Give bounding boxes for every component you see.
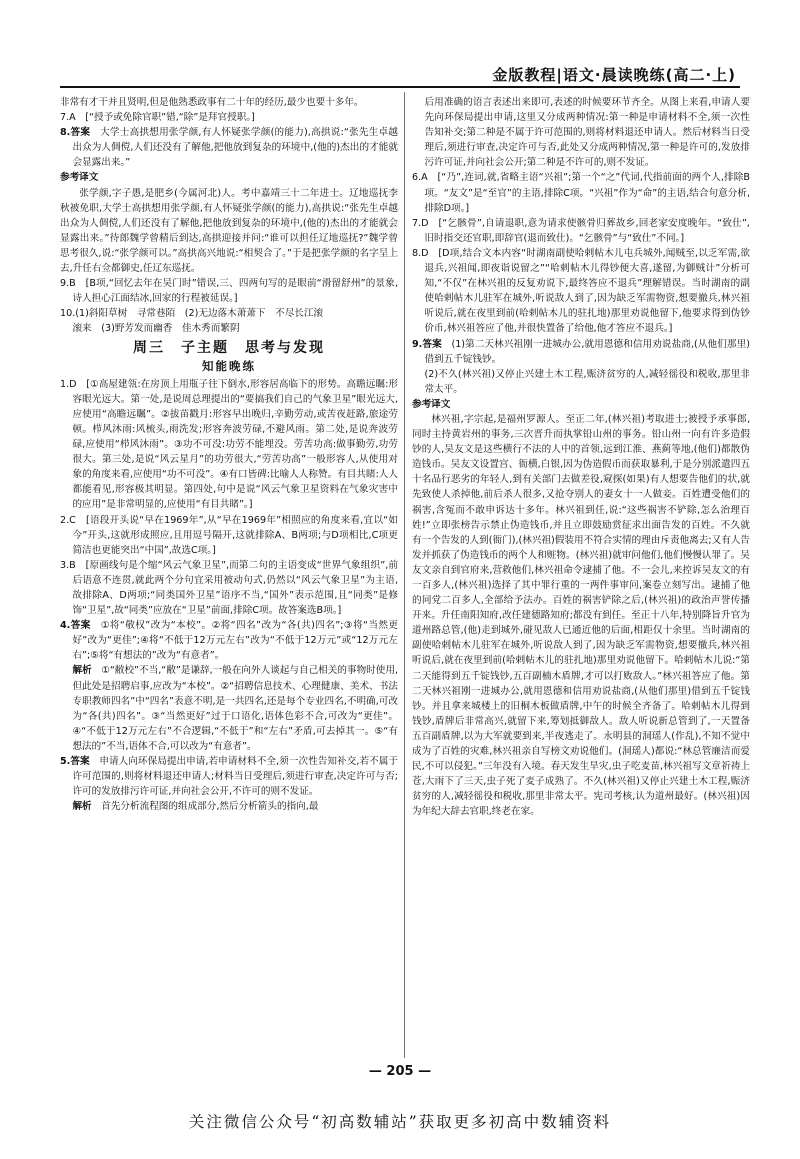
answer-8-text: 大学士高拱想用张学颜,有人怀疑张学颜(的能力),高拱说:“张先生卓越出众为人倜傥,人们还没有了解他,把他放到复杂的环境中,(他的)杰出的才能就会显露出来。” bbox=[72, 127, 398, 169]
answer-9: 9.B [B项,“回忆去年在吴门时”错误,三、四两句写的是眼前“滑留舒州”的景象,诗人担心江面结冰,回家的行程被延误。] bbox=[60, 278, 398, 305]
question-5-analysis-continued: 后用准确的语言表述出来即可,表述的时候要环节齐全。从图上来看,申请人要先向环保局提出申请,这里又分成两种情况:第一种是申请材料不全,须一次性告知补交;第二种是不属于许可范围的,则将材料退还申请人。然后材料当日受理后,须进行审查,决定许可与否,此处又分成两种情况,第一种是许可的,发放排污许可证,并向社会公开;第二种是不许可的,则不发证。 bbox=[424, 97, 750, 169]
question-2-answer: 2.C [语段开头说“早在1969年”,从“早在1969年”相照应的角度来看,宜以“如今”开头,这就形成照应,且用逗号隔开,这就排除A、B两项;与D项相比,C项更简洁也更能突出“中国”,故选C项。] bbox=[60, 514, 398, 556]
question-7-answer: 7.D [“乞骸骨”,自请退职,意为请求使骸骨归葬故乡,回老家安度晚年。“致仕”,旧时指交还官职,即辞官(退而致仕)。“乞骸骨”与“致仕”不同。] bbox=[412, 217, 750, 244]
subsection-title: 知能晚练 bbox=[202, 358, 256, 373]
section-title: 周三 子主题 思考与发现 bbox=[133, 339, 325, 356]
answer-8 bbox=[60, 125, 398, 170]
answer-label: 8.答案 bbox=[60, 127, 91, 139]
column-divider bbox=[404, 92, 405, 1058]
question-4-answer bbox=[60, 618, 398, 663]
footer-note: 关注微信公众号“初高数辅站”获取更多初高中数辅资料 bbox=[188, 1113, 612, 1131]
continuation-text: 非常有才干并且贤明,但是他熟悉政事有二十年的经历,最少也要十多年。 bbox=[60, 97, 364, 108]
question-1-answer: 1.D [①高屋建瓴:在房顶上用瓶子往下倒水,形容居高临下的形势。高瞻远瞩:形容眼光远大。第一处,是说周总理提出的“要搞我们自己的气象卫星”眼光远大,应使用“高瞻远瞩”。②拔苗戳月:形容早出晚归,辛勤劳动,或苦夜赶路,旅途劳顿。栉风沐雨:风梳头,雨洗发;形容奔波劳碌,不避风雨。第二处,是说奔波劳碌,应使用“栉风沐雨”。③功不可没:功劳不能埋没。劳苦功高:做事勤劳,功劳很大。第三处,是说“风云星月”的功劳很大,“劳苦功高”一般形容人,从使用对象的角度来看,应使用“功不可没”。④有口皆碑:比喻人人称赞。有目共睹:人人都能看见,形容极其明显。第四处,句中是说“风云气象卫星资料在气象灾害中的应用”是非常明显的,应使用“有目共睹”。] bbox=[60, 378, 398, 511]
left-column bbox=[60, 95, 398, 814]
reference-translation-1: 张学颜,字子愚,是肥乡(今属河北)人。考中嘉靖三十二年进士。辽地巡抚李秋被免职,大学士高拱想用张学颜,有人怀疑张学颜(的能力),高拱说:“张先生卓越出众为人倜傥,人们还没有了解他,把他放到复杂的环境中,(他的)杰出的才能就会显露出来。”待郎魏学曾精后到达,高拱迎接并问:“谁可以担任辽地巡抚?”魏学曾思考很久,说:“张学颜可以。”高拱高兴地说:“相契合了。”于是把张学颜的名字呈上去,升任右佥都御史,任辽东巡抚。 bbox=[60, 187, 398, 275]
question-4-analysis bbox=[60, 663, 398, 754]
right-column bbox=[412, 95, 750, 820]
answer-label: 9.答案 bbox=[412, 338, 442, 350]
question-9-answer bbox=[412, 337, 750, 367]
answer-10-line1: 10.(1)斜阳草树 寻常巷陌 (2)无边落木萧萧下 不尽长江滚 bbox=[60, 308, 324, 320]
question-5-answer-text: 申请人向环保局提出申请,若申请材料不全,须一次性告知补交,若不属于许可范围的,则将材料退还申请人;材料当日受理后,须进行审查,决定许可与否;许可的发放排污许可证,并向社会公开,不许可的则不发证。 bbox=[72, 756, 398, 798]
question-5-analysis bbox=[60, 799, 398, 814]
reference-translation-label: 参考译文 bbox=[60, 172, 99, 184]
question-6-answer: 6.A [“乃”,连词,就,省略主语“兴祖”;第一个“之”代词,代指前面的两个人,排除B项。“友文”是“至官”的主语,排除C项。“兴祖”作为“命”的主语,结合句意分析,排除D项。] bbox=[412, 172, 750, 214]
question-4-analysis-text: ①“敝校”不当,“敝”是谦辞,一般在向外人谈起与自己相关的事物时使用,但此处是招聘启事,应改为“本校”。②“招聘信息技术、心理健康、美术、书法专职教师四名”中“四名”表意不明,是一共四名,还是每个专业四名,不明确,可改为“各(共)四名”。③“当然更好”过于口语化,语体色彩不合,可改为“更佳”。④“不低于12万元左右”不合逻辑,“不低于”和“左右”矛盾,可去掉其一。⑤“有想法的”不当,语体不合,可以改为“有意者”。 bbox=[72, 665, 398, 752]
question-4-answer-text: ①将“敬权”改为“本校”。②将“四名”改为“各(共)四名”;③将“当然更好”改为“更佳”;④将“不低于12万元左右”改为“不低于12万元”或“12万元左右”;⑤将“有想法的”改为“有意者”。 bbox=[72, 620, 398, 662]
question-5-answer bbox=[60, 754, 398, 799]
analysis-label: 解析 bbox=[72, 665, 92, 677]
answer-label: 4.答案 bbox=[60, 620, 91, 632]
question-5-analysis-text: 首先分析流程图的组成部分,然后分析箭头的指向,最 bbox=[91, 801, 319, 813]
page-header bbox=[60, 64, 740, 88]
question-8-answer: 8.D [D项,结合文本内容“时湖南副使哈剌帖木儿屯兵城外,闻贼至,以乏军需,欲退兵,兴祖闻,即夜诣说留之”“哈剌帖木儿得钞便大喜,遂留,为御贼计”分析可知,“不仅”在林兴祖的反复劝说下,最终答应不退兵”理解错误。当时湖南的副使哈剌帖木儿驻军在城外,听说敌人到了,因为缺乏军需物资,想要撤兵,林兴祖听说后,就在夜里到前(哈剌帖木儿的驻扎地)那里劝说他留下,他要求得到伪钞价币,林兴祖答应了他,并很快置备了给他,他才答应不退兵。] bbox=[412, 247, 750, 335]
reference-translation-2: 林兴祖,字宗起,是福州罗源人。至正二年,(林兴祖)考取进士;被授予承事郎,同时主持黄岩州的事务,三次晋升而执掌铅山州的事务。铅山州一向有许多造假钞的人,吴友文是这些横行不法的人中的首领,远到江淮、燕蓟等地,(他们)都散伪造钱币。吴友文设置宫、衙横,白银,因为伪造假币而获取暴利,于是分别派遣四五十名品行恶劣的年轻人,到有关部门去做差役,窥探(如果)有人想要告他们的状,就先致使人杀掉他,前后杀人很多,又抢夺别人的妻女十一人做妾。百姓遭受他们的祸害,含冤而不敢申诉达十多年。林兴祖到任,说:“这些祸害不铲除,怎么治理百姓!”立即张榜告示禁止伪造钱币,并且立即鼓励赏征求出面告发的百姓。不久就有一个告发的人到(衙门),(林兴祖)假装用不符合实情的理由斥责他离去;又有人告发并抓获了伪造钱币的两个人和赃物。(林兴祖)就审问他们,他们慢慢认罪了。吴友文亲自到官府来,营救他们,林兴祖命令逮捕了他。不一会儿,来控诉吴友文的有一百多人,(林兴祖)选择了其中罪行重的一两件事审问,案卷立刻写出。逮捕了他的同党二百多人,全部给予法办。百姓的祸害铲除之后,(林兴祖)的政治声誉传播开来。升任南阳知府,改任建德路知府;都没有到任。至正十八年,特别降旨升官为道州路总管,(他)走到城外,碰见敌人已通近他的后面,相距仅十余里。当时湖南的副使哈剌帖木儿驻军在城外,听说敌人到了,因为缺乏军需物资,想要撤兵,林兴祖听说后,就在夜里到前(哈剌帖木儿的驻扎地)那里劝说他留下。哈剌帖木儿说:“第二天能得到五千锭钱钞,五百副楠木盾牌,才可以打败敌人。”林兴祖答应了他。第二天林兴祖刚一进城办公,就用恩德和信用劝说盐商,(从他们那里)借到五千锭钱钞。并且拿来城楼上的旧桐木板做盾牌,中午的时候全齐备了。哈剌帖木儿得到钱钞,盾牌后非常高兴,就留下来,筹划抵御敌人。敌人听说新总管到了,一天置备五百副盾牌,以为大军就要到来,半夜逃走了。永明县的洞瑶人(作乱),不知不觉中成为了百姓的灾难,林兴祖亲自写榜文劝说他们。(洞瑶人)都说:“林总管廉洁而爱民,不可以侵犯。”三年没有入境。春天发生旱灾,虫子吃麦苗,林兴祖写文章祈祷上苍,大雨下了三天,虫子死了麦子成熟了。不久(林兴祖)又停止兴建土木工程,赈济贫穷的人,减轻徭役和税收,那里非常太平。宪司考核,认为道州最好。(林兴祖)因为年纪大辞去官职,终老在家。 bbox=[412, 413, 750, 818]
header-title: 金版教程|语文·晨读晚练(高二·上) bbox=[492, 66, 736, 84]
reference-translation-label: 参考译文 bbox=[412, 398, 451, 410]
question-9-answer-text-2: (2)不久(林兴祖)又停止兴建土木工程,赈济贫穷的人,减轻徭役和税收,那里非常太平。 bbox=[424, 368, 750, 395]
question-9-answer-text-1: (1)第二天林兴祖刚一进城办公,就用恩德和信用劝说盐商,(从他们那里)借到五千锭钱钞。 bbox=[424, 338, 750, 365]
analysis-label: 解析 bbox=[72, 801, 92, 813]
answer-7: 7.A [“授予或免除官职”错,“除”是拜官授职。] bbox=[60, 112, 255, 124]
question-3-answer: 3.B [原画线句是个缩“风云气象卫星”,而第二句的主语变成“世界气象组织”,前后语意不连贯,就此两个分句宜采用被动句式,仍然以“风云气象卫星”为主语,故排除A、D两项;“同类国外卫星”语序不当,“国外”表示范围,且“同类”是修饰“卫星”,故“同类”应放在“卫星”前面,排除C项。故答案选B项。] bbox=[60, 559, 398, 617]
answer-10-line2: 滚来 (3)野芳发而幽香 佳木秀而繁阴 bbox=[72, 323, 240, 335]
page-number: — 205 — bbox=[368, 1064, 432, 1079]
answer-label: 5.答案 bbox=[60, 756, 90, 768]
